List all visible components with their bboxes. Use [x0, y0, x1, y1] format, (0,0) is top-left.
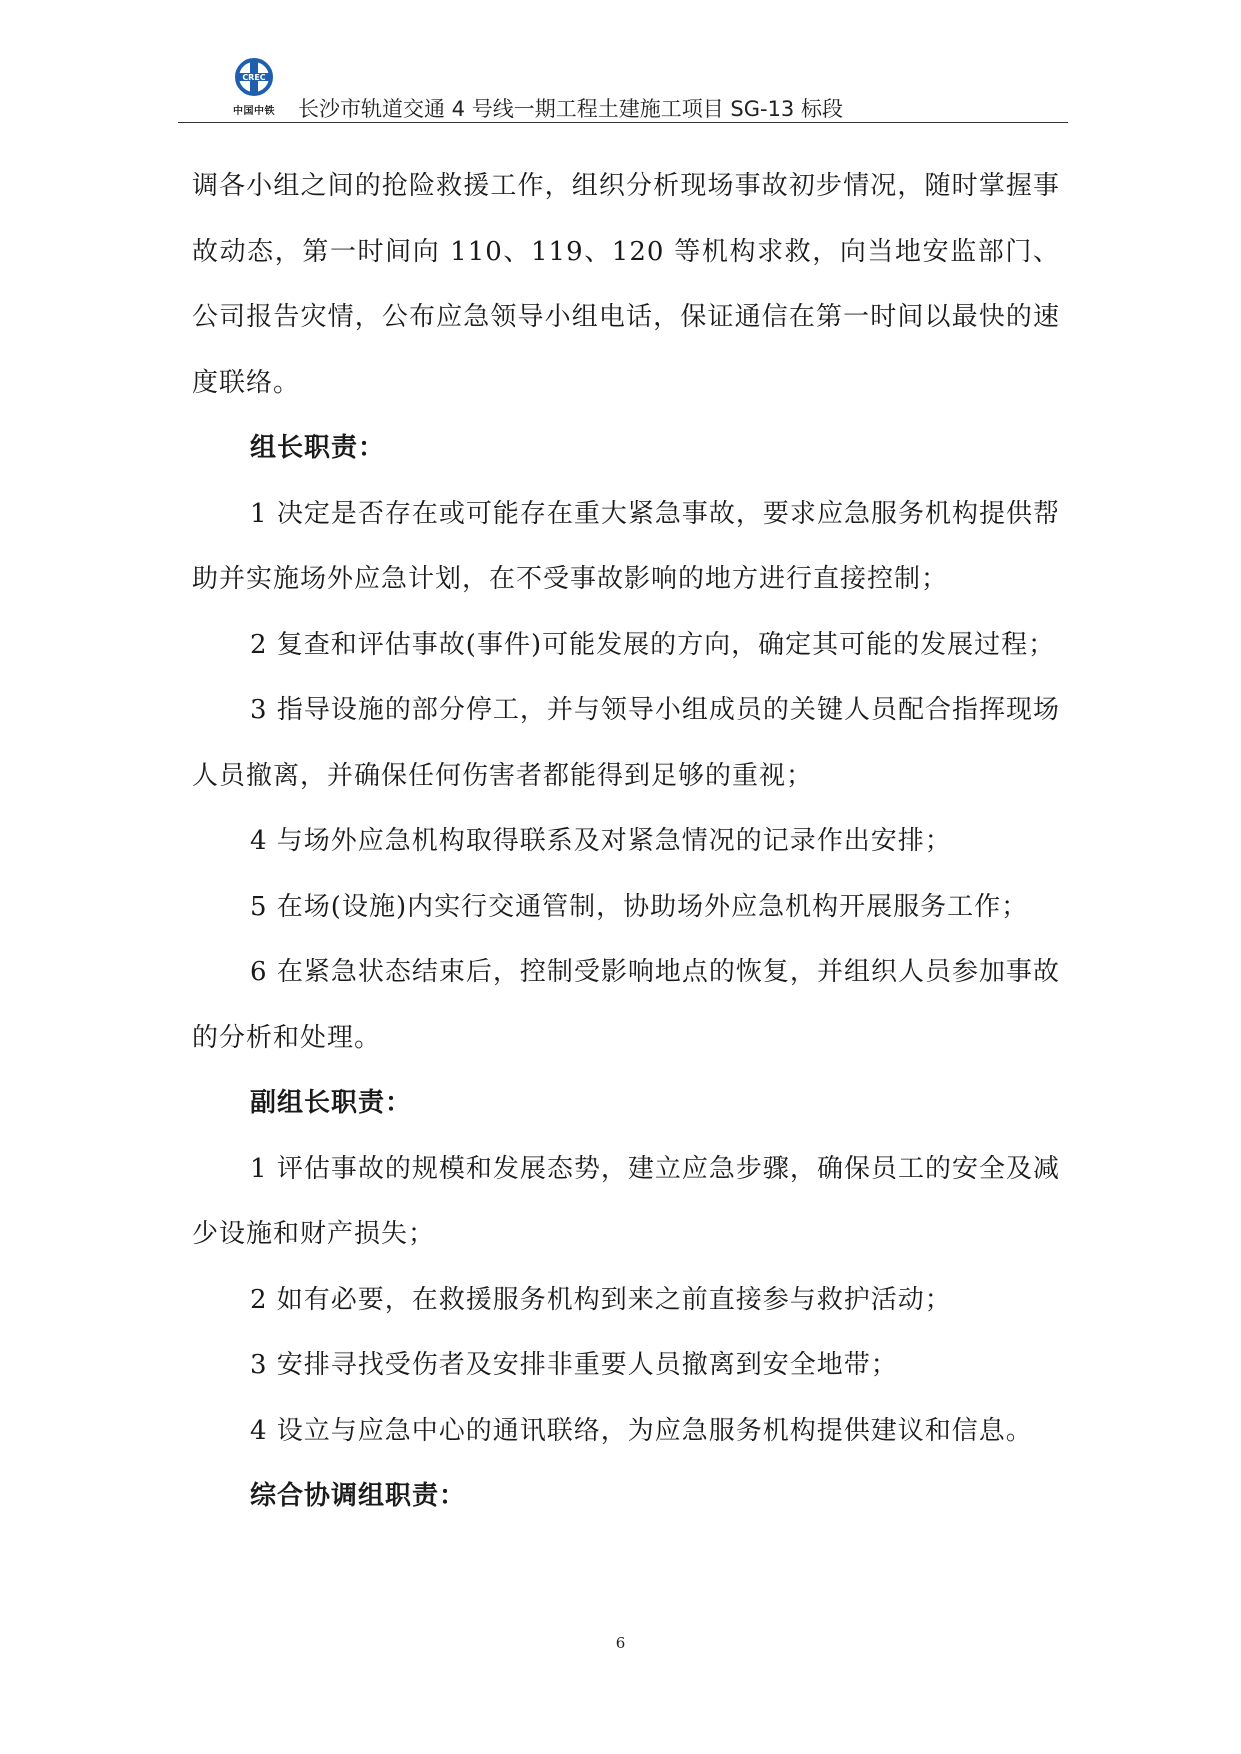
header-title: 长沙市轨道交通 4 号线一期工程土建施工项目 SG-13 标段	[298, 97, 843, 121]
logo-caption: 中国中铁	[233, 106, 275, 117]
logo-mark-text: CREC	[242, 73, 266, 82]
section-heading-deputy: 副组长职责：	[250, 1088, 413, 1118]
document-body	[192, 154, 1060, 1530]
leader-duty-2: 2 复查和评估事故(事件)可能发展的方向，确定其可能的发展过程；	[250, 629, 1056, 660]
leader-duty-6: 6 在紧急状态结束后，控制受影响地点的恢复，并组织人员参加事故的分析和处理。	[192, 957, 1060, 1053]
leader-duty-3: 3 指导设施的部分停工，并与领导小组成员的关键人员配合指挥现场人员撤离，并确保任何伤害者都能得到足够的重视；	[192, 695, 1060, 791]
section-heading-coordination: 综合协调组职责：	[250, 1481, 467, 1511]
leader-duty-4: 4 与场外应急机构取得联系及对紧急情况的记录作出安排；	[250, 826, 952, 856]
section-heading-leader: 组长职责：	[250, 433, 386, 463]
leader-duty-5: 5 在场(设施)内实行交通管制，协助场外应急机构开展服务工作；	[250, 891, 1029, 922]
deputy-duty-2: 2 如有必要，在救援服务机构到来之前直接参与救护活动；	[250, 1284, 952, 1315]
deputy-duty-1: 1 评估事故的规模和发展态势，建立应急步骤，确保员工的安全及减少设施和财产损失；	[192, 1153, 1060, 1249]
company-logo	[222, 58, 286, 120]
page-number: 6	[615, 1634, 626, 1652]
page-header	[178, 56, 1068, 123]
deputy-duty-4: 4 设立与应急中心的通讯联络，为应急服务机构提供建议和信息。	[250, 1415, 1033, 1446]
leader-duty-1: 1 决定是否存在或可能存在重大紧急事故，要求应急服务机构提供帮助并实施场外应急计划，在不受事故影响的地方进行直接控制；	[192, 498, 1060, 594]
crec-logo-icon	[232, 58, 276, 100]
paragraph-continued: 调各小组之间的抢险救援工作，组织分析现场事故初步情况，随时掌握事故动态，第一时间向 110、119、120 等机构求救，向当地安监部门、公司报告灾情，公布应急领导小组电话，保证通信在第一时间以最快的速度联络。	[192, 171, 1060, 398]
deputy-duty-3: 3 安排寻找受伤者及安排非重要人员撤离到安全地带；	[250, 1350, 898, 1380]
